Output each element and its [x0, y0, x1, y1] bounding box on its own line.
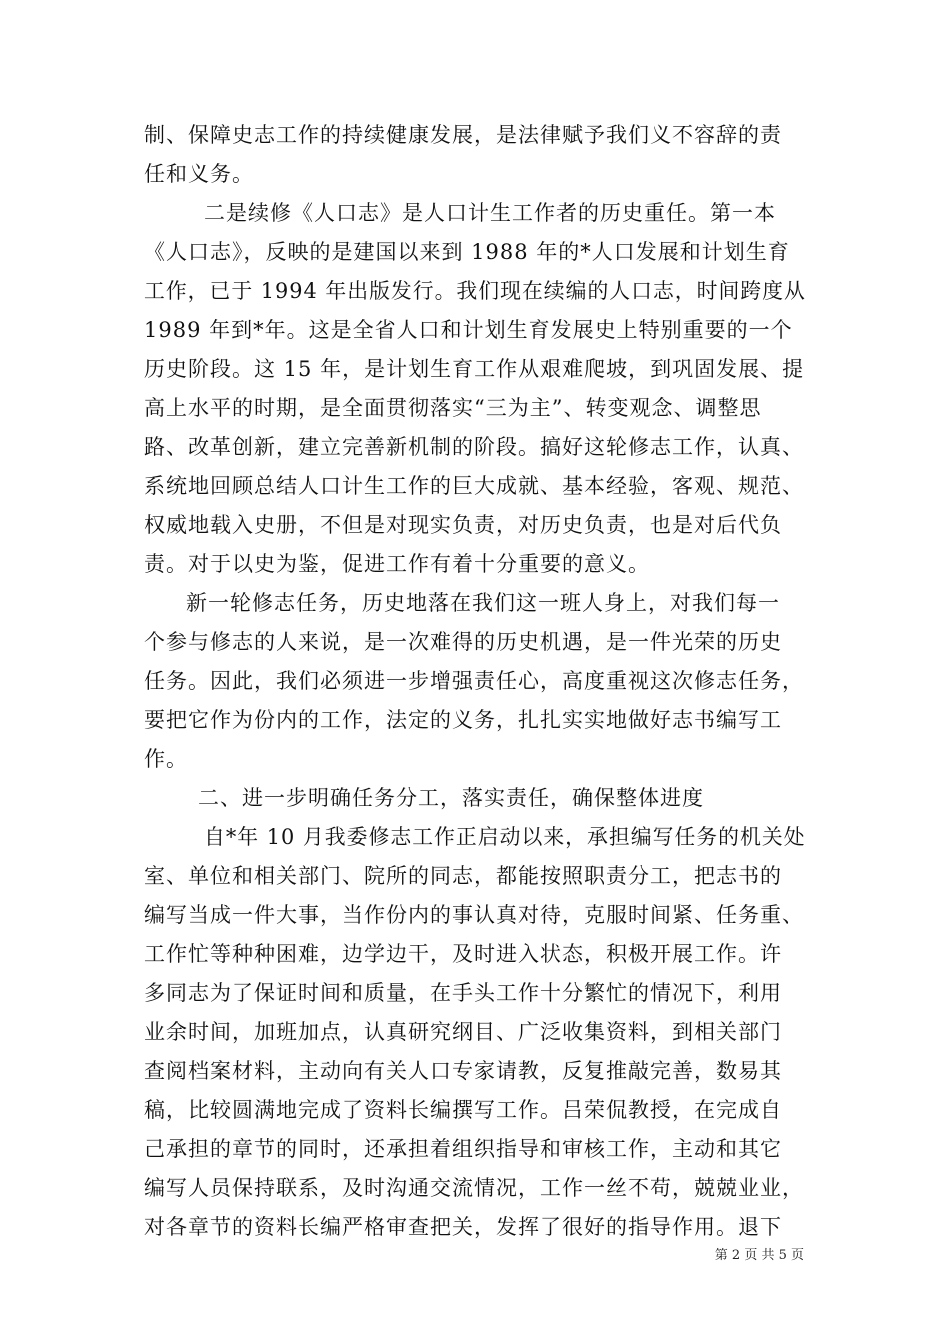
text-line: 编写人员保持联系，及时沟通交流情况，工作一丝不苟，兢兢业业，: [144, 1176, 804, 1200]
text-line: 作。: [144, 747, 188, 771]
text-line: 稿，比较圆满地完成了资料长编撰写工作。吕荣侃教授，在完成自: [144, 1098, 782, 1122]
section-heading: 二、进一步明确任务分工，落实责任，确保整体进度: [198, 786, 704, 810]
text-line: 要把它作为份内的工作，法定的义务，扎扎实实地做好志书编写工: [144, 708, 782, 732]
text-line: 路、改革创新，建立完善新机制的阶段。搞好这轮修志工作，认真、: [144, 435, 804, 459]
text-line: 《人口志》，反映的是建国以来到 1988 年的*人口发展和计划生育: [144, 240, 790, 264]
text-line: 高上水平的时期，是全面贯彻落实“三为主”、转变观念、调整思: [144, 396, 762, 420]
text-line: 任和义务。: [144, 162, 254, 186]
paragraph-start-line: 二是续修《人口志》是人口计生工作者的历史重任。第一本: [204, 201, 776, 225]
text-line: 1989 年到*年。这是全省人口和计划生育发展史上特别重要的一个: [144, 318, 793, 342]
paragraph-start-line: 新一轮修志任务，历史地落在我们这一班人身上，对我们每一: [186, 591, 780, 615]
text-line: 对各章节的资料长编严格审查把关，发挥了很好的指导作用。退下: [144, 1215, 782, 1239]
text-line: 任务。因此，我们必须进一步增强责任心，高度重视这次修志任务，: [144, 669, 804, 693]
text-line: 历史阶段。这 15 年，是计划生育工作从艰难爬坡，到巩固发展、提: [144, 357, 805, 381]
text-line: 权威地载入史册，不但是对现实负责，对历史负责，也是对后代负: [144, 513, 782, 537]
text-line: 工作，已于 1994 年出版发行。我们现在续编的人口志，时间跨度从: [144, 279, 806, 303]
text-line: 室、单位和相关部门、院所的同志，都能按照职责分工，把志书的: [144, 864, 782, 888]
text-line: 查阅档案材料，主动向有关人口专家请教，反复推敲完善，数易其: [144, 1059, 782, 1083]
text-line: 业余时间，加班加点，认真研究纲目、广泛收集资料，到相关部门: [144, 1020, 782, 1044]
text-line: 制、保障史志工作的持续健康发展，是法律赋予我们义不容辞的责: [144, 123, 782, 147]
text-line: 系统地回顾总结人口计生工作的巨大成就、基本经验，客观、规范、: [144, 474, 804, 498]
text-line: 编写当成一件大事，当作份内的事认真对待，克服时间紧、任务重、: [144, 903, 804, 927]
text-line: 多同志为了保证时间和质量，在手头工作十分繁忙的情况下，利用: [144, 981, 782, 1005]
text-line: 工作忙等种种困难，边学边干，及时进入状态，积极开展工作。许: [144, 942, 782, 966]
paragraph-start-line: 自*年 10 月我委修志工作正启动以来，承担编写任务的机关处: [204, 825, 806, 849]
text-line: 责。对于以史为鉴，促进工作有着十分重要的意义。: [144, 552, 650, 576]
text-line: 己承担的章节的同时，还承担着组织指导和审核工作，主动和其它: [144, 1137, 782, 1161]
page-number-footer: 第 2 页 共 5 页: [714, 1248, 804, 1263]
text-line: 个参与修志的人来说，是一次难得的历史机遇，是一件光荣的历史: [144, 630, 782, 654]
